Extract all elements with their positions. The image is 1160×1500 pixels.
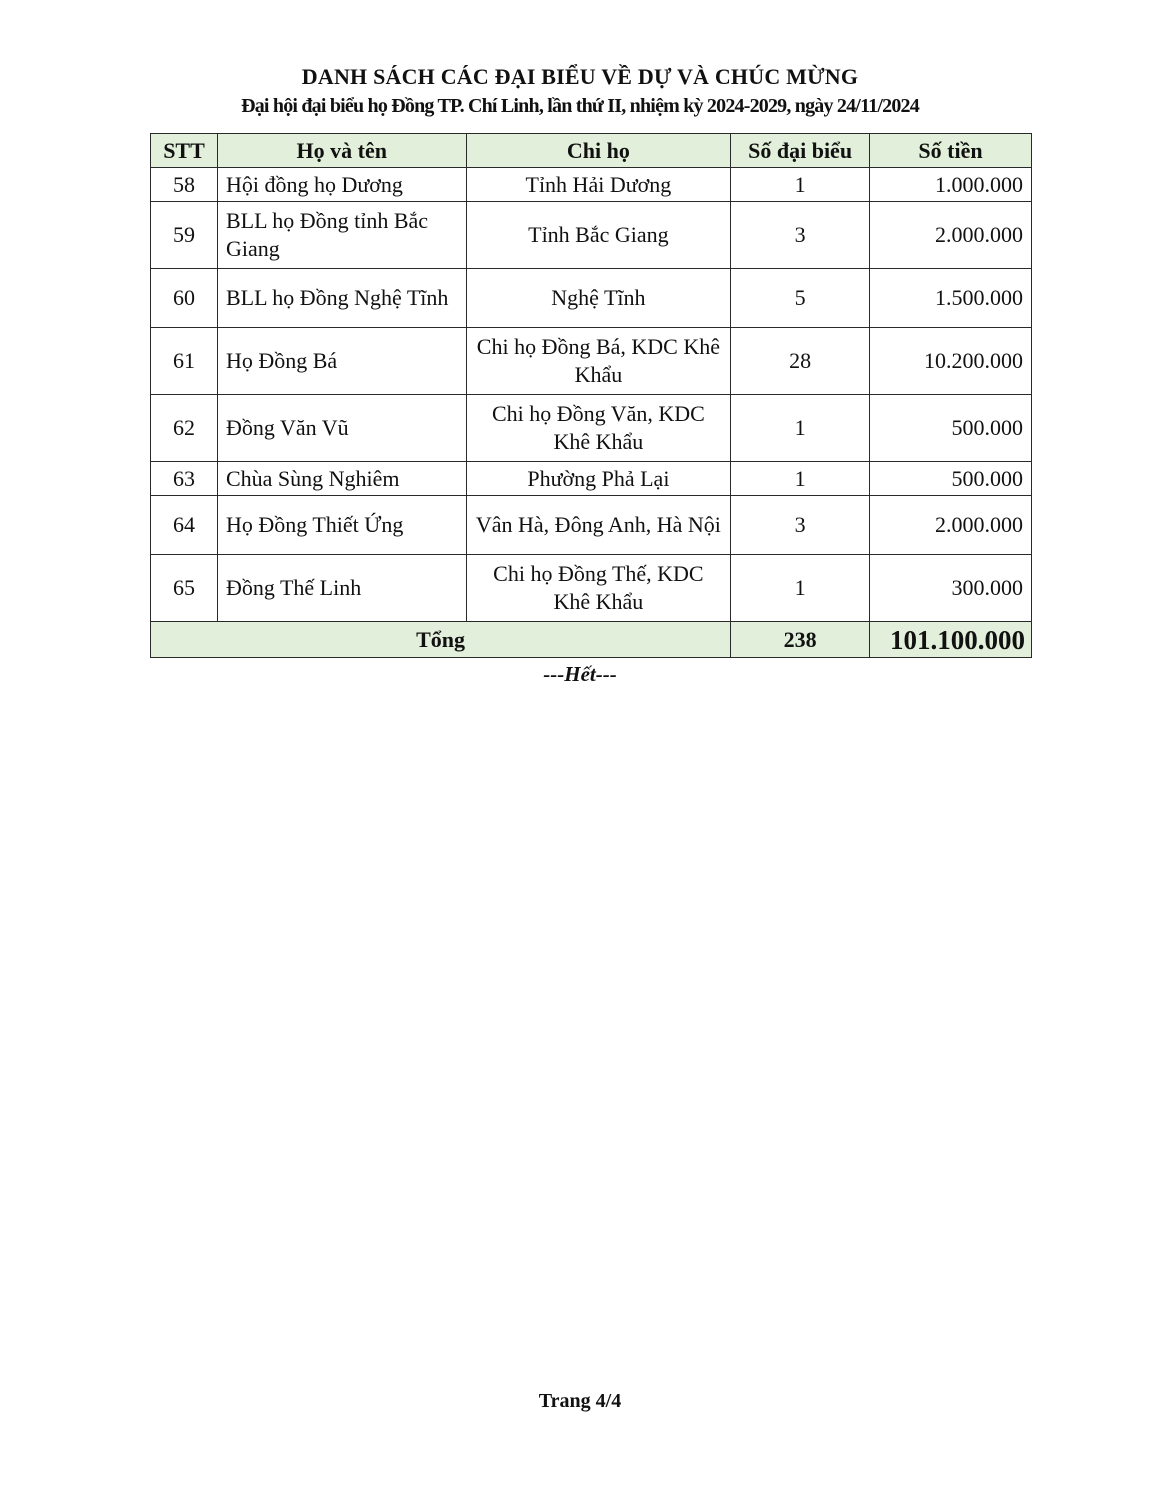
page-number: Trang 4/4 <box>538 1390 622 1412</box>
column-header-branch: Chi họ <box>466 134 731 168</box>
cell-count: 5 <box>731 269 870 328</box>
cell-amount: 2.000.000 <box>870 496 1032 555</box>
cell-count: 1 <box>731 168 870 202</box>
cell-stt: 63 <box>151 462 218 496</box>
column-header-stt: STT <box>151 134 218 168</box>
table-total-row <box>151 622 1032 658</box>
cell-branch: Nghệ Tĩnh <box>466 269 731 328</box>
delegates-table <box>150 133 1032 658</box>
table-row <box>151 202 1032 269</box>
total-amount: 101.100.000 <box>870 622 1032 658</box>
cell-name: BLL họ Đồng Nghệ Tĩnh <box>217 269 466 328</box>
cell-count: 3 <box>731 496 870 555</box>
cell-amount: 500.000 <box>870 462 1032 496</box>
cell-count: 3 <box>731 202 870 269</box>
cell-amount: 300.000 <box>870 555 1032 622</box>
table-row <box>151 496 1032 555</box>
cell-amount: 10.200.000 <box>870 328 1032 395</box>
cell-branch: Tỉnh Bắc Giang <box>466 202 731 269</box>
cell-stt: 60 <box>151 269 218 328</box>
cell-branch: Phường Phả Lại <box>466 462 731 496</box>
cell-name: Đồng Thế Linh <box>217 555 466 622</box>
table-header-row <box>151 134 1032 168</box>
cell-count: 1 <box>731 462 870 496</box>
total-count: 238 <box>731 622 870 658</box>
end-mark: ---Hết--- <box>543 662 617 686</box>
cell-stt: 58 <box>151 168 218 202</box>
cell-name: Hội đồng họ Dương <box>217 168 466 202</box>
cell-count: 28 <box>731 328 870 395</box>
column-header-count: Số đại biểu <box>731 134 870 168</box>
cell-branch: Tỉnh Hải Dương <box>466 168 731 202</box>
table-row <box>151 269 1032 328</box>
cell-amount: 2.000.000 <box>870 202 1032 269</box>
cell-stt: 61 <box>151 328 218 395</box>
cell-name: Đồng Văn Vũ <box>217 395 466 462</box>
table-row <box>151 555 1032 622</box>
cell-stt: 64 <box>151 496 218 555</box>
cell-count: 1 <box>731 555 870 622</box>
cell-amount: 1.500.000 <box>870 269 1032 328</box>
cell-amount: 500.000 <box>870 395 1032 462</box>
cell-branch: Chi họ Đồng Thế, KDC Khê Khẩu <box>466 555 731 622</box>
table-row <box>151 395 1032 462</box>
cell-branch: Chi họ Đồng Văn, KDC Khê Khẩu <box>466 395 731 462</box>
cell-stt: 65 <box>151 555 218 622</box>
cell-stt: 62 <box>151 395 218 462</box>
table-row <box>151 168 1032 202</box>
cell-count: 1 <box>731 395 870 462</box>
cell-name: Họ Đồng Bá <box>217 328 466 395</box>
cell-amount: 1.000.000 <box>870 168 1032 202</box>
cell-branch: Chi họ Đồng Bá, KDC Khê Khẩu <box>466 328 731 395</box>
cell-name: BLL họ Đồng tỉnh Bắc Giang <box>217 202 466 269</box>
cell-name: Họ Đồng Thiết Ứng <box>217 496 466 555</box>
cell-branch: Vân Hà, Đông Anh, Hà Nội <box>466 496 731 555</box>
cell-stt: 59 <box>151 202 218 269</box>
cell-name: Chùa Sùng Nghiêm <box>217 462 466 496</box>
column-header-amount: Số tiền <box>870 134 1032 168</box>
column-header-name: Họ và tên <box>217 134 466 168</box>
table-row <box>151 328 1032 395</box>
table-row <box>151 462 1032 496</box>
total-label: Tổng <box>151 622 731 658</box>
document-title: DANH SÁCH CÁC ĐẠI BIỂU VỀ DỰ VÀ CHÚC MỪNG <box>301 64 859 89</box>
document-subtitle: Đại hội đại biểu họ Đồng TP. Chí Linh, lần thứ II, nhiệm kỳ 2024-2029, ngày 24/11/2024 <box>241 95 919 117</box>
